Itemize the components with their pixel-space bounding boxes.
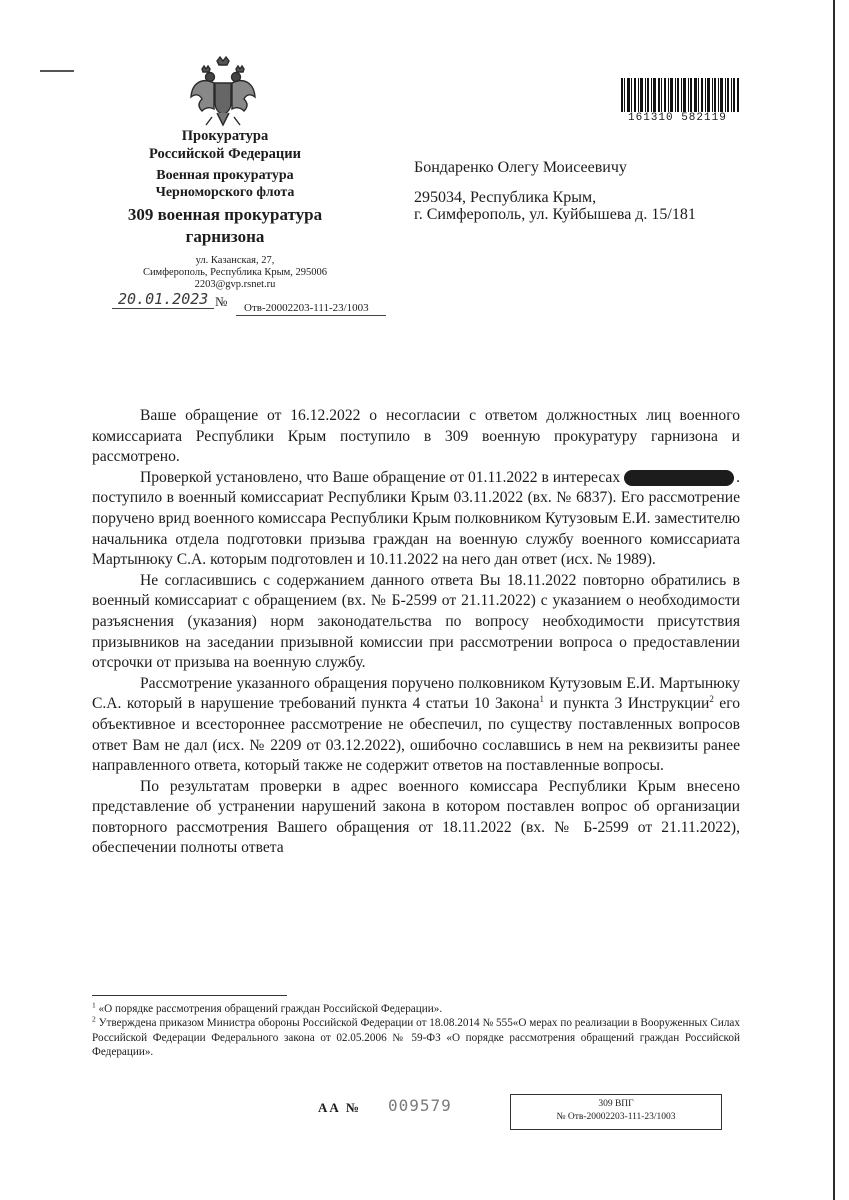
paragraph-4 — [92, 674, 740, 777]
recipient-name: Бондаренко Олегу Моисеевичу — [414, 159, 627, 176]
paragraph-2 — [92, 468, 740, 571]
footnote-1-mark: 1 — [92, 1000, 96, 1010]
registration-stamp — [510, 1094, 722, 1130]
paragraph-5: По результатам проверки в адрес военного комиссара Республики Крым внесено представление об устранении нарушений закона в котором поставлен вопрос об организации повторного рассмотрения Вашего обращения от 18.11.2022 (вх. № Б-2599 от 21.11.2022), обеспечении полноты ответа — [92, 777, 740, 857]
paragraph-2-start: Проверкой установлено, что Ваше обращение от 01.11.2022 в интересах — [140, 468, 621, 486]
sender-address-street: ул. Казанская, 27, — [195, 255, 275, 266]
stamp-number: № Отв-20002203-111-23/1003 — [556, 1112, 676, 1122]
org-line-military-prosecutor: Военная прокуратура — [156, 168, 294, 183]
paragraph-4-part-c: его объективное и всестороннее рассмотрение не обеспечил, по существу поставленных вопросов ответ Вам не дал (исх. № 2209 от 03.12.2022), ошибочно сославшись в нем на реквизиты ранее направленного ответа, который также не содержит ответов на поставленные вопросы. — [92, 695, 741, 775]
footnote-2 — [92, 1016, 740, 1059]
registration-date: 20.01.2023 — [118, 290, 209, 308]
stamp-office: 309 ВПГ — [598, 1099, 634, 1109]
form-series-letters: АА — [318, 1100, 341, 1115]
paragraph-4-part-b: и пункта 3 Инструкции — [544, 695, 710, 713]
barcode-number: 161310 582119 — [628, 112, 727, 124]
footnote-rule — [92, 995, 287, 996]
scan-edge-line — [833, 0, 835, 1200]
footnote-2-text: Утверждена приказом Министра обороны Российской Федерации от 18.08.2014 № 555«О мерах по реализации в Вооруженных Силах Российской Федерации Федерального закона от 02.05.2006 № 59-ФЗ «О порядке рассмотрения обращений граждан Российской Федерации». — [92, 1017, 740, 1058]
paragraph-3: Не согласившись с содержанием данного ответа Вы 18.11.2022 повторно обратились в военный комиссариат с обращением (вх. № Б-2599 от 21.11.2022) с указанием о необходимости разъяснения (указания) норм законодательства по вопросу необходимости присутствия призывников на заседании призывной комиссии при рассмотрении вопроса о предоставлении отсрочки от призыва на военную службу. — [92, 571, 740, 672]
footnotes — [92, 1002, 740, 1059]
org-line-black-sea-fleet: Черноморского флота — [155, 185, 295, 200]
paragraph-1: Ваше обращение от 16.12.2022 о несогласии с ответом должностных лиц военного комиссариата Республики Крым поступило в 309 военную прокуратуру гарнизона и рассмотрено. — [92, 407, 740, 466]
org-line-309-prosecutor: 309 военная прокуратура — [127, 205, 323, 224]
form-number-sign: № — [346, 1100, 362, 1115]
form-series-code — [318, 1100, 361, 1116]
footnote-ref-1: 1 — [539, 694, 545, 705]
registration-date-underline — [112, 308, 214, 309]
org-line-prosecutor-office: Прокуратура — [181, 128, 269, 144]
paragraph-2-rest: . поступило в военный комиссариат Республики Крым 03.11.2022 (вх. № 6837). Его рассмотрение поручено врид военного комиссара Республики Крым полковником Кутузовым Е.И. заместителю начальника отдела подготовки призыва граждан на военную службу военного комиссариата Мартынюку С.А. которым подготовлен и 10.11.2022 на него дан ответ (исх. № 1989). — [92, 468, 740, 569]
corner-mark — [40, 70, 74, 72]
footnote-1 — [92, 1002, 740, 1016]
registration-number-underline — [236, 315, 386, 316]
coat-of-arms-emblem-icon — [188, 55, 258, 129]
redacted-name-block — [624, 470, 734, 486]
org-line-russian-federation: Российской Федерации — [148, 146, 301, 162]
org-line-garrison: гарнизона — [185, 227, 265, 246]
footnote-ref-2: 2 — [709, 694, 714, 705]
registration-number: Отв-20002203-111-23/1003 — [244, 302, 369, 314]
recipient-address-street: г. Симферополь, ул. Куйбышева д. 15/181 — [414, 206, 696, 223]
letter-body — [92, 406, 740, 859]
form-serial-number: 009579 — [388, 1096, 452, 1115]
sender-address-city: Симферополь, Республика Крым, 295006 — [142, 267, 328, 278]
footnote-1-text: «О порядке рассмотрения обращений граждан Российской Федерации». — [95, 1003, 443, 1015]
recipient-address-region: 295034, Республика Крым, — [414, 189, 597, 206]
barcode-icon — [621, 78, 739, 112]
registration-number-sign: № — [215, 294, 228, 309]
sender-email: 2203@gvp.rsnet.ru — [194, 279, 276, 290]
paragraph-4-part-a: Рассмотрение указанного обращения поручено полковником Кутузовым Е.И. Мартынюку С.А. который в нарушение требований пункта 4 статьи 10 Закона — [92, 674, 740, 713]
footnote-2-mark: 2 — [92, 1014, 96, 1024]
